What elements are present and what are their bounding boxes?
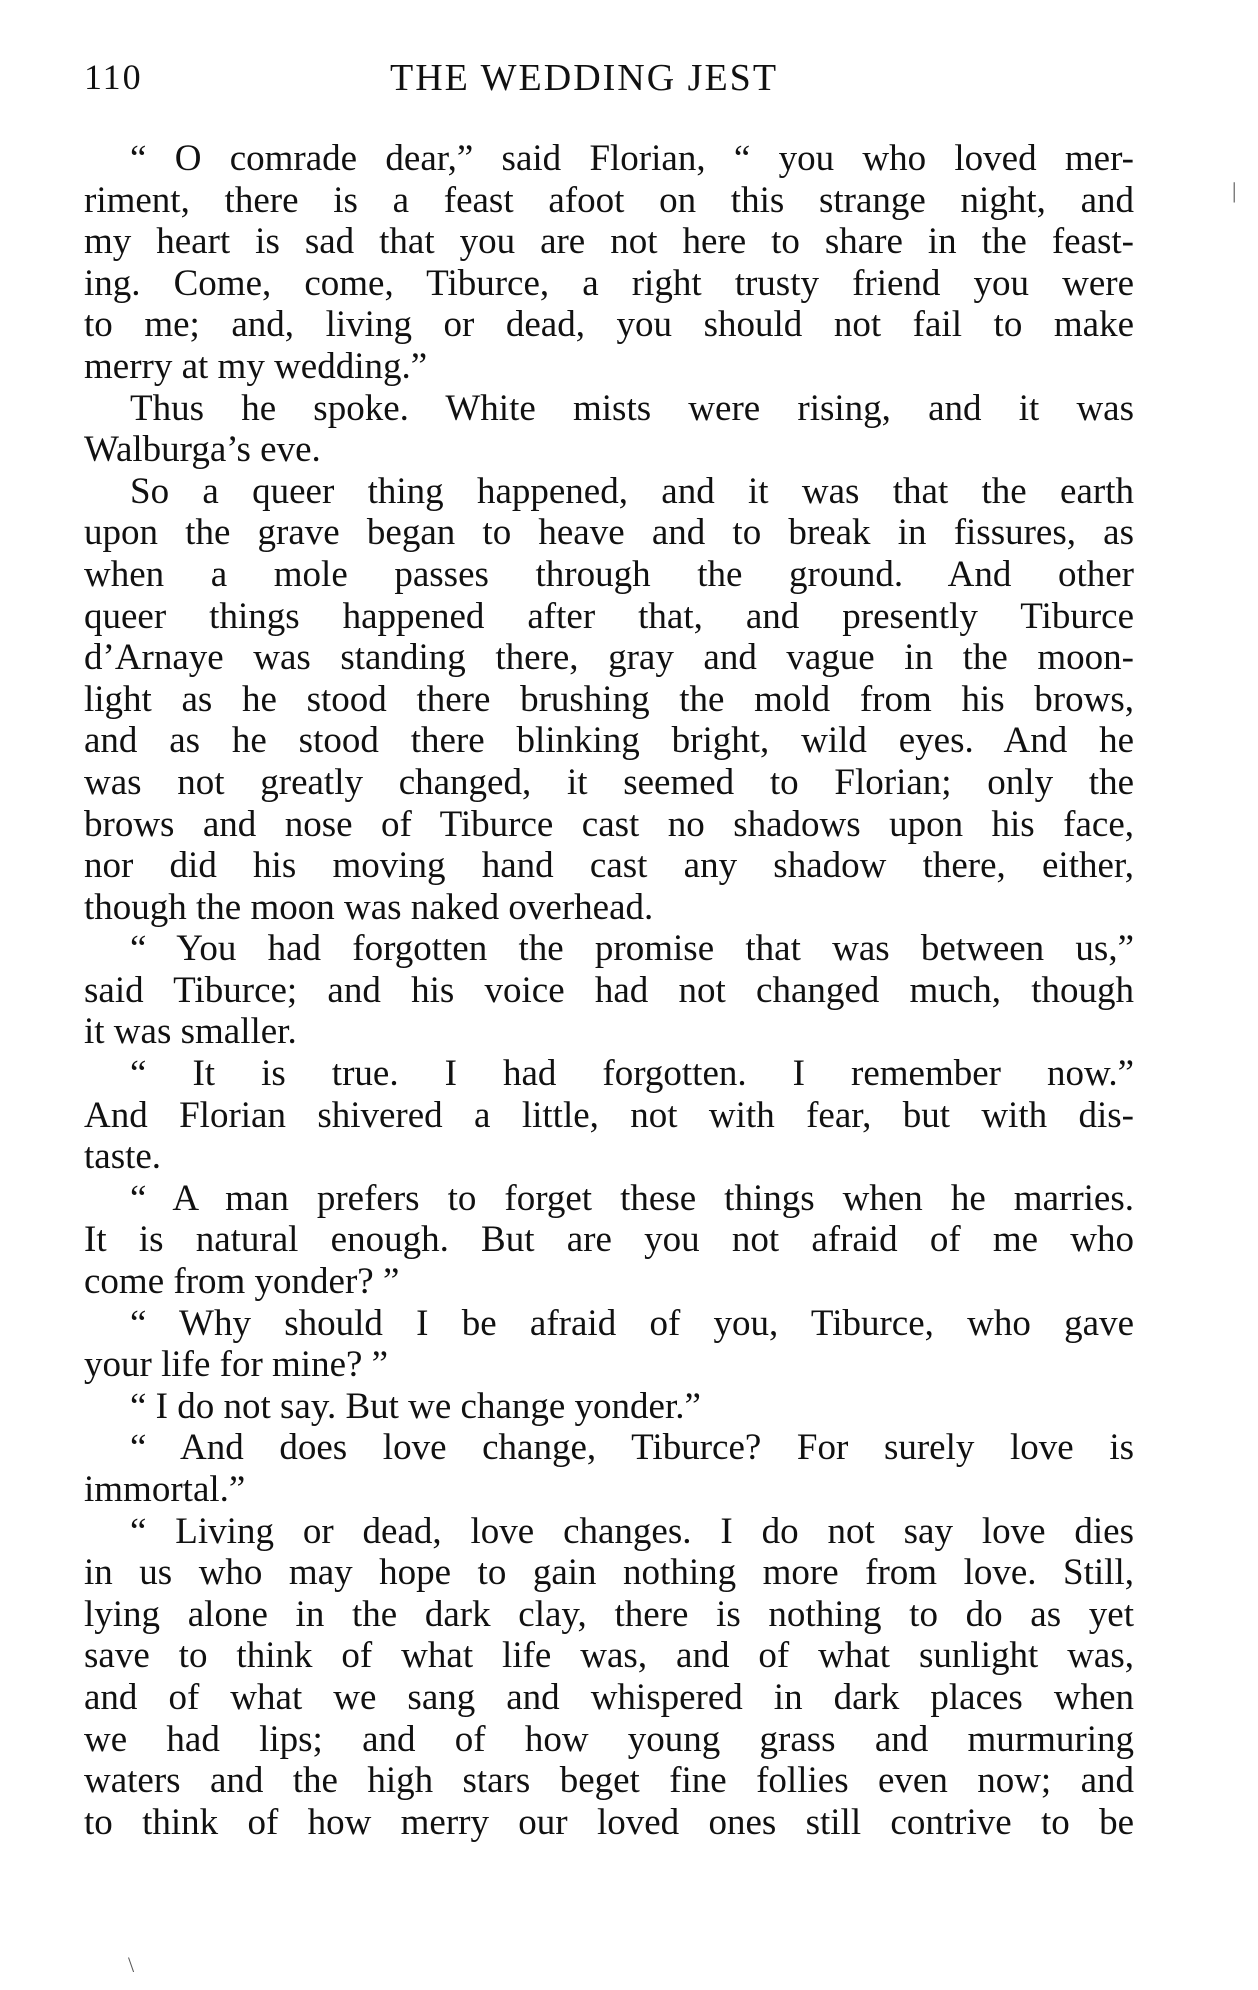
text-line: “ Why should I be afraid of you, Tiburce, who gave [130,1302,1134,1344]
text-line: come from yonder? ” [84,1261,400,1303]
running-title: THE WEDDING JEST [390,57,779,99]
text-line: ing. Come, come, Tiburce, a right trusty friend you were [84,262,1134,304]
text-line: “ And does love change, Tiburce? For surely love is [130,1427,1134,1469]
text-line: d’Arnaye was standing there, gray and vague in the moon- [84,637,1134,679]
text-line: And Florian shivered a little, not with fear, but with dis- [84,1094,1134,1136]
text-line: taste. [84,1136,162,1178]
text-line: “ I do not say. But we change yonder.” [130,1385,701,1427]
body-text [84,138,1134,1843]
text-line: immortal.” [84,1469,246,1510]
text-line: brows and nose of Tiburce cast no shadows upon his face, [84,803,1134,845]
margin-mark: | [1232,178,1237,203]
text-line: and of what we sang and whispered in dark places when [84,1676,1134,1718]
text-line: “ A man prefers to forget these things when he marries. [130,1177,1134,1219]
text-line: to me; and, living or dead, you should not fail to make [84,304,1134,346]
text-line: said Tiburce; and his voice had not changed much, though [84,969,1134,1011]
text-line: my heart is sad that you are not here to share in the feast- [84,221,1134,263]
text-line: lying alone in the dark clay, there is nothing to do as yet [84,1593,1134,1635]
text-line: we had lips; and of how young grass and murmuring [84,1718,1134,1760]
text-line: to think of how merry our loved ones still contrive to be [84,1801,1134,1843]
page-number: 110 [84,57,143,97]
text-line: in us who may hope to gain nothing more from love. Still, [84,1552,1134,1594]
bottom-mark: \ [128,1952,135,1977]
text-line: It is natural enough. But are you not afraid of me who [84,1219,1134,1261]
text-line: your life for mine? ” [84,1344,389,1386]
text-line: “ O comrade dear,” said Florian, “ you who loved mer- [130,138,1134,179]
text-line: waters and the high stars beget fine follies even now; and [84,1760,1134,1802]
text-line: when a mole passes through the ground. And other [84,553,1134,595]
text-line: merry at my wedding.” [84,345,428,387]
text-line: though the moon was naked overhead. [84,886,654,928]
text-line: Walburga’s eve. [84,429,321,471]
text-line: save to think of what life was, and of what sunlight was, [84,1635,1134,1677]
text-line: “ It is true. I had forgotten. I remember now.” [130,1053,1134,1095]
text-line: upon the grave began to heave and to break in fissures, as [84,512,1134,554]
text-line: riment, there is a feast afoot on this strange night, and [84,179,1134,221]
text-line: was not greatly changed, it seemed to Florian; only the [84,761,1134,803]
text-line: Thus he spoke. White mists were rising, and it was [130,387,1134,429]
text-line: “ You had forgotten the promise that was between us,” [130,928,1134,970]
text-line: So a queer thing happened, and it was that the earth [130,470,1134,512]
text-line: light as he stood there brushing the mold from his brows, [84,678,1134,720]
text-line: it was smaller. [84,1011,297,1053]
page-header [0,56,1258,106]
text-line: and as he stood there blinking bright, wild eyes. And he [84,720,1134,762]
text-line: nor did his moving hand cast any shadow there, either, [84,845,1134,887]
text-line: “ Living or dead, love changes. I do not say love dies [130,1510,1134,1552]
text-line: queer things happened after that, and presently Tiburce [84,595,1134,637]
